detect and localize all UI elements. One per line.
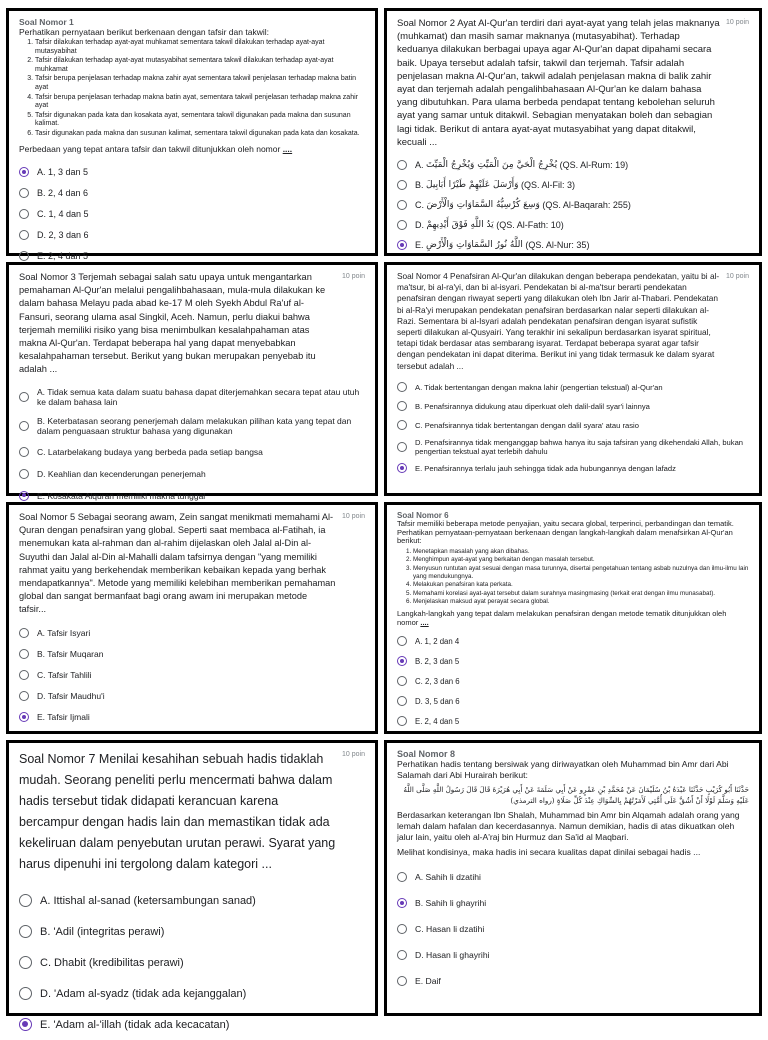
- option-label: D. 'Adam al-syadz (tidak ada kejanggalan): [40, 987, 247, 1000]
- statement-item: 5. Tafsir digunakan pada kata dan kosakata ayat, sementara takwil digunakan pada makna dan susunan kalimat.: [35, 112, 365, 129]
- radio-icon[interactable]: [397, 950, 407, 960]
- radio-icon[interactable]: [397, 676, 407, 686]
- option-d[interactable]: [397, 215, 749, 235]
- question-card-8: [384, 740, 762, 1016]
- question-instruction: Tafsir memiliki beberapa metode penyajian, yaitu secara global, terperinci, perbandingan dan tematik. Perhatikan pernyataan-pernyataan berkenaan dengan langkah-langkah dalam menafsirkan Al-Qur'an berikut:: [397, 519, 734, 546]
- radio-icon[interactable]: [397, 420, 407, 430]
- question-prompt-text: Perbedaan yang tepat antara tafsir dan takwil ditunjukkan oleh nomor: [19, 143, 281, 154]
- question-card-2: [384, 8, 762, 256]
- statement-item: 5. Memahami korelasi ayat-ayat tersebut dalam surahnya masingmasing (terkait erat dengan ilmu munasabat).: [413, 590, 749, 598]
- radio-icon[interactable]: [397, 200, 407, 210]
- radio-icon[interactable]: [19, 670, 29, 680]
- option-label: B. Keterbatasan seorang penerjemah dalam melakukan pilihan kata yang tepat dan dalam penguasaan struktur bahasa yang digunakan: [37, 415, 352, 436]
- answer-blank: ....: [420, 617, 429, 627]
- answer-blank: ....: [282, 143, 293, 154]
- radio-icon[interactable]: [397, 696, 407, 706]
- option-c[interactable]: [19, 441, 365, 463]
- option-e[interactable]: [397, 968, 749, 994]
- question-title: Soal Nomor 2: [397, 18, 456, 29]
- radio-selected-icon[interactable]: [19, 491, 29, 501]
- question-card-7: [6, 740, 378, 1031]
- option-label: D. Keahlian dan kecenderungan penerjemah: [37, 468, 206, 479]
- question-title: Soal Nomor 6: [397, 511, 449, 520]
- radio-selected-icon[interactable]: [397, 463, 407, 473]
- option-label: D. Penafsirannya tidak menganggap bahwa hanya itu saja tafsiran yang dikehendaki Allah, bukan pengertian tekstual ayat terlebih dahulu: [415, 437, 744, 456]
- radio-icon[interactable]: [19, 392, 29, 402]
- option-b[interactable]: [19, 411, 365, 441]
- question-title: Soal Nomor 4: [397, 271, 448, 281]
- question-intro: Perhatikan hadis tentang bersiwak yang diriwayatkan oleh Muhammad bin Amr dari Abi Salamah dari Abi Hurairah berikut:: [397, 759, 729, 780]
- statement-list: [19, 39, 365, 139]
- question-body: [397, 17, 720, 149]
- radio-icon[interactable]: [19, 987, 32, 1000]
- option-label: C. Latarbelakang budaya yang berbeda pada setiap bangsa: [37, 446, 263, 457]
- option-label: C. 1, 4 dan 5: [37, 209, 89, 220]
- statement-list: [397, 548, 749, 606]
- question-prompt: [19, 144, 365, 154]
- radio-icon[interactable]: [397, 716, 407, 726]
- radio-icon[interactable]: [397, 382, 407, 392]
- question-text: Terjemah sebagai salah satu upaya untuk mengantarkan pemahaman Al-Qur'an melalui pengalihbahasaan, mula-mula dilakukan ke dalam bahasa Melayu pada abad ke-17 M oleh Syekh Abdul Ra'uf al-Fansuri, seorang ulama asal Singkil, Aceh. Namun, perlu diakui bahwa terjemah memiliki risiko yang bisa menimbulkan kesalahpahaman atas makna Al-Qur'an. Terdapat beberapa hal yang dapat menyebabkan kesalahpahaman tersebut. Berikut yang bukan merupakan penyebab itu adalah ...: [19, 272, 326, 375]
- option-label: A. Tafsir Isyari: [37, 628, 91, 639]
- radio-icon[interactable]: [397, 160, 407, 170]
- option-a[interactable]: [397, 864, 749, 890]
- option-label: A. Tidak bertentangan dengan makna lahir (pengertian tekstual) al-Qur'an: [415, 382, 663, 392]
- option-label: D. Hasan li ghayrihi: [415, 950, 490, 960]
- option-b[interactable]: [19, 644, 365, 665]
- radio-icon[interactable]: [397, 442, 407, 452]
- radio-icon[interactable]: [397, 924, 407, 934]
- option-d[interactable]: [19, 978, 365, 1009]
- option-letter: B.: [415, 180, 424, 191]
- option-label: A. 1, 2 dan 4: [415, 636, 460, 646]
- option-c[interactable]: [19, 947, 365, 978]
- option-d[interactable]: [397, 942, 749, 968]
- option-label: A. Ittishal al-sanad (ketersambungan sanad): [40, 894, 256, 907]
- option-label: B. 2, 3 dan 5: [415, 656, 460, 666]
- question-title: Soal Nomor 8: [397, 749, 456, 759]
- option-label: C. Dhabit (kredibilitas perawi): [40, 956, 184, 969]
- radio-icon[interactable]: [19, 209, 29, 219]
- option-arabic-text: وَسِعَ كُرْسِيُّهُ السَّمَاوَاتِ وَالْأَرْضَ: [426, 200, 540, 211]
- question-prompt-text: Langkah-langkah yang tepat dalam melakukan penafsiran dengan metode tematik ditunjukkan oleh nomor: [397, 608, 727, 627]
- option-label: E. Daif: [415, 976, 441, 986]
- radio-icon[interactable]: [19, 230, 29, 240]
- question-body: [19, 749, 336, 875]
- radio-selected-icon[interactable]: [397, 240, 407, 250]
- question-title: Soal Nomor 3: [19, 272, 76, 282]
- option-c[interactable]: [397, 195, 749, 215]
- radio-selected-icon[interactable]: [19, 712, 29, 722]
- option-a[interactable]: [19, 623, 365, 644]
- question-prompt: [397, 610, 749, 627]
- option-b[interactable]: [397, 397, 749, 416]
- radio-icon[interactable]: [397, 976, 407, 986]
- option-c[interactable]: [397, 671, 749, 691]
- option-a[interactable]: [19, 162, 365, 183]
- question-card-3: [6, 262, 378, 501]
- option-label: B. 'Adil (integritas perawi): [40, 925, 165, 938]
- statement-item: 4. Tafsir berupa penjelasan terhadap makna batin ayat, sementara takwil penjelasan terhadap makna zahir ayat: [35, 94, 365, 111]
- option-arabic-text: يُخْرِجُ الْحَيَّ مِنَ الْمَيِّتِ وَيُخْرِجُ الْمَيِّتَ: [426, 160, 558, 171]
- option-reference: (QS. Al-Rum: 19): [559, 160, 629, 171]
- option-e[interactable]: [19, 1009, 365, 1040]
- question-text: Ayat Al-Qur'an terdiri dari ayat-ayat yang telah jelas maknanya (muhkamat) dan masih samar maknanya (mutasyabihat). Terhadap keduanya dilakukan berbagai upaya agar Al-Qur'an dapat dipahami secara baik. Upaya tersebut adalah tafsir, takwil dan terjemah. Tafsir adalah penjelasan makna Al-Qur'an, takwil adalah penjelasan makna di balik zahir ayat dan terjemah adalah pengalihbahasaan Al-Qur'an ke dalam bahasa yang dibutuhkan. Para ulama berbeda pendapat tentang kebolehan seluruh ayat yang samar untuk ditakwil. Sebagian menyatakan boleh dan sebagian lagi tidak. Berikut di antara ayat-ayat mutasyabihat yang dapat ditakwil, kecuali ...: [397, 18, 720, 148]
- option-arabic-text: وَأَرْسَلَ عَلَيْهِمْ طَيْرًا أَبَابِيلَ: [426, 180, 519, 191]
- statement-item: 6. Tasir digunakan pada makna dan susunan kalimat, sementara takwil digunakan pada kata dan kosakata.: [35, 130, 365, 139]
- option-label: B. Sahih li ghayrihi: [415, 898, 487, 908]
- radio-icon[interactable]: [19, 447, 29, 457]
- question-card-6: [384, 502, 762, 734]
- question-body: [397, 271, 720, 372]
- radio-icon[interactable]: [397, 401, 407, 411]
- option-label: A. Tidak semua kata dalam suatu bahasa dapat diterjemahkan secara tepat atau utuh ke dalam bahasa lain: [37, 386, 360, 407]
- statement-item: 4. Melakukan penafsiran kata perkata.: [413, 581, 749, 589]
- radio-icon[interactable]: [397, 180, 407, 190]
- points-label: 10 poin: [342, 751, 365, 758]
- option-label: C. 2, 3 dan 6: [415, 676, 460, 686]
- option-b[interactable]: [397, 651, 749, 671]
- radio-selected-icon[interactable]: [19, 1018, 32, 1031]
- option-a[interactable]: [397, 631, 749, 651]
- option-b[interactable]: [397, 890, 749, 916]
- option-label: E. Tafsir Ijmali: [37, 712, 90, 723]
- option-label: E. 2, 4 dan 5: [415, 716, 460, 726]
- option-label: B. Tafsir Muqaran: [37, 649, 104, 660]
- option-label: A. 1, 3 dan 5: [37, 167, 89, 178]
- option-label: E. Kosakata Alquran memiliki makna tunggal: [37, 490, 206, 501]
- radio-icon[interactable]: [19, 188, 29, 198]
- option-label: C. Penafsirannya tidak bertentangan dengan dalil syara' atau rasio: [415, 420, 639, 430]
- question-body: [19, 271, 336, 377]
- option-label: E. 'Adam al-'illah (tidak ada kecacatan): [40, 1018, 230, 1031]
- radio-icon[interactable]: [397, 872, 407, 882]
- radio-icon[interactable]: [19, 421, 29, 431]
- radio-icon[interactable]: [19, 925, 32, 938]
- option-arabic-text: اللَّهُ نُورُ السَّمَاوَاتِ وَالْأَرْضِ: [426, 240, 523, 251]
- option-e[interactable]: [397, 459, 749, 478]
- option-label: A. Sahih li dzatihi: [415, 872, 481, 882]
- option-b[interactable]: [19, 916, 365, 947]
- option-d[interactable]: [19, 686, 365, 707]
- option-a[interactable]: [397, 155, 749, 175]
- option-label: C. Hasan li dzatihi: [415, 924, 485, 934]
- radio-icon[interactable]: [19, 894, 32, 907]
- question-card-1: [6, 8, 378, 262]
- option-letter: A.: [415, 160, 424, 171]
- option-reference: (QS. Al-Fath: 10): [496, 220, 564, 231]
- question-card-5: [6, 502, 378, 734]
- option-label: D. Tafsir Maudhu'i: [37, 691, 105, 702]
- option-a[interactable]: [19, 885, 365, 916]
- statement-item: 3. Menyusun runtutan ayat sesuai dengan masa turunnya, disertai pengetahuan tentang asbab nuzulnya dan ilmu-ilmu lain yang mendukungnya.: [413, 565, 749, 580]
- option-a[interactable]: [19, 383, 365, 411]
- radio-selected-icon[interactable]: [19, 167, 29, 177]
- option-label: D. 2, 3 dan 6: [37, 230, 89, 241]
- points-label: 10 poin: [342, 273, 365, 280]
- question-instruction: Perhatikan pernyataan berikut berkenaan dengan tafsir dan takwil:: [19, 27, 269, 37]
- option-letter: C.: [415, 200, 424, 211]
- statement-item: 3. Tafsir berupa penjelasan terhadap makna zahir ayat sementara takwil penjelasan terhadap makna batin ayat: [35, 75, 365, 92]
- option-arabic-text: يَدُ اللَّهِ فَوْقَ أَيْدِيهِمْ: [426, 220, 494, 231]
- option-d[interactable]: [397, 435, 749, 459]
- radio-icon[interactable]: [19, 628, 29, 638]
- option-b[interactable]: [19, 183, 365, 204]
- option-label: E. 2, 4 dan 5: [37, 251, 89, 262]
- question-text: Penafsiran Al-Qur'an dilakukan dengan beberapa pendekatan, yaitu bi al-ma'tsur, bi al-ra'yi, dan bi al-isyari. Pendekatan bi al-ma'tsur berarti pendekatan penafsiran dengan riwayat seperti yang dilakukan oleh Ibn Jarir al-Thabari. Pendekatan bi al-Ra'yi merupakan pendekatan penafsiran berdasarkan nalar seperti dilakukan al-Razi. Sementara bi al-Isyari adalah pendekatan penafsiran dengan isyarat sufistik seperti dilakukan al-Qusyairi. Yang terakhir ini sekalipun berdasarkan isyarat spiritual, tetapi tidak berdasar atas sembarang isyarat. Terdapat beberapa syarat agar tafsir dengan pendekatan ini dapat diterima. Berikut ini yang tidak termasuk ke dalam syarat tersebut adalah ...: [397, 271, 720, 371]
- statement-item: 1. Menetapkan masalah yang akan dibahas.: [413, 548, 749, 556]
- statement-item: 1. Tafsir dilakukan terhadap ayat-ayat muhkamat sementara takwil dilakukan terhadap ayat-ayat mutasyabihat: [35, 39, 365, 56]
- option-d[interactable]: [19, 225, 365, 246]
- question-title: Soal Nomor 1: [19, 17, 74, 27]
- points-label: 10 poin: [342, 513, 365, 520]
- option-letter: D.: [415, 220, 424, 231]
- radio-icon[interactable]: [19, 649, 29, 659]
- radio-icon[interactable]: [397, 636, 407, 646]
- radio-selected-icon[interactable]: [397, 898, 407, 908]
- statement-item: 2. Menghimpun ayat-ayat yang berkaitan dengan masalah tersebut.: [413, 556, 749, 564]
- option-c[interactable]: [19, 204, 365, 225]
- option-label: D. 3, 5 dan 6: [415, 696, 460, 706]
- statement-item: 6. Menjelaskan maksud ayat perayat secara global.: [413, 598, 749, 606]
- points-label: 10 poin: [726, 19, 749, 26]
- question-title: Soal Nomor 7: [19, 752, 96, 766]
- hadith-arabic-text: حَدَّثَنَا أَبُو كُرَيْبٍ حَدَّثَنَا عَبْدَةُ بْنُ سُلَيْمَانَ عَنْ مُحَمَّدِ بْنِ عَمْرٍو عَنْ أَبِي سَلَمَةَ عَنْ أَبِي هُرَيْرَةَ قَالَ قَالَ رَسُولُ اللَّهِ صَلَّى اللَّهُ عَلَيْهِ وَسَلَّمَ لَوْلَا أَنْ أَشُقَّ عَلَى أُمَّتِي لَأَمَرْتُهُمْ بِالسِّوَاكِ عِنْدَ كُلِّ صَلَاةٍ (رواه الترمذي): [403, 785, 749, 805]
- option-d[interactable]: [397, 691, 749, 711]
- question-explanation: Berdasarkan keterangan Ibn Shalah, Muhammad bin Amr bin Alqamah adalah orang yang lemah dalam hafalan dan kecerdasannya. Namun demikian, hadis di atas dikuatkan oleh jalur lain, yaitu oleh al-A'raj bin Hurmuz dan Sa'id al Maqbari.: [397, 810, 740, 842]
- option-e[interactable]: [397, 235, 749, 255]
- option-label: C. Tafsir Tahlili: [37, 670, 92, 681]
- option-reference: (QS. Al-Fil: 3): [521, 180, 576, 191]
- option-c[interactable]: [397, 916, 749, 942]
- option-e[interactable]: [397, 711, 749, 731]
- question-text: Menilai kesahihan sebuah hadis tidaklah mudah. Seorang peneliti perlu mencermati bahwa dalam hadis tersebut tidak didapati kerancuan karena bercampur dengan hadis lain dan memastikan tidak ada kekeliruan dalam penyebutan urutan perawi. Syarat yang harus dipenuhi ini tergolong dalam kategori ...: [19, 752, 336, 871]
- radio-icon[interactable]: [19, 469, 29, 479]
- option-c[interactable]: [19, 665, 365, 686]
- statement-item: 2. Tafsir dilakukan terhadap ayat-ayat mutasyabihat sementara takwil dilakukan terhadap ayat-ayat muhkamat: [35, 57, 365, 74]
- option-a[interactable]: [397, 378, 749, 397]
- radio-icon[interactable]: [19, 251, 29, 261]
- radio-selected-icon[interactable]: [397, 656, 407, 666]
- option-b[interactable]: [397, 175, 749, 195]
- option-label: B. 2, 4 dan 6: [37, 188, 89, 199]
- question-text: Sebagai seorang awam, Zein sangat menikmati memahami Al-Quran dengan penafsiran yang global. Seperti saat membaca al-Fatihah, ia menemukan kata al-rahman dan al-rahim dijelaskan oleh Jalal al-Din al-Suyuthi dan Jalal al-Din al-Mahalli dalam tafsirnya dengan "yang memiliki rahmat yaitu yang berkehendak memberikan kebaikan kepada yang berhak mendapatkannya". Metode yang memiliki kelebihan memberikan pemahaman global dan sangat bermanfaat bagi orang awam ini merupakan metode tafsir...: [19, 512, 336, 615]
- option-letter: E.: [415, 240, 424, 251]
- radio-icon[interactable]: [397, 220, 407, 230]
- radio-icon[interactable]: [19, 691, 29, 701]
- option-d[interactable]: [19, 463, 365, 485]
- radio-icon[interactable]: [19, 956, 32, 969]
- question-title: Soal Nomor 5: [19, 512, 76, 522]
- question-body: [19, 511, 336, 617]
- option-reference: (QS. Al-Nur: 35): [525, 240, 590, 251]
- option-e[interactable]: [19, 707, 365, 728]
- option-c[interactable]: [397, 416, 749, 435]
- question-prompt: Melihat kondisinya, maka hadis ini secara kualitas dapat dinilai sebagai hadis ...: [397, 847, 701, 857]
- question-card-4: [384, 262, 762, 496]
- option-label: B. Penafsirannya didukung atau diperkuat oleh dalil-dalil syar'i lainnya: [415, 401, 650, 411]
- option-reference: (QS. Al-Baqarah: 255): [542, 200, 631, 211]
- option-label: E. Penafsirannya terlalu jauh sehingga tidak ada hubungannya dengan lafadz: [415, 463, 676, 473]
- points-label: 10 poin: [726, 273, 749, 280]
